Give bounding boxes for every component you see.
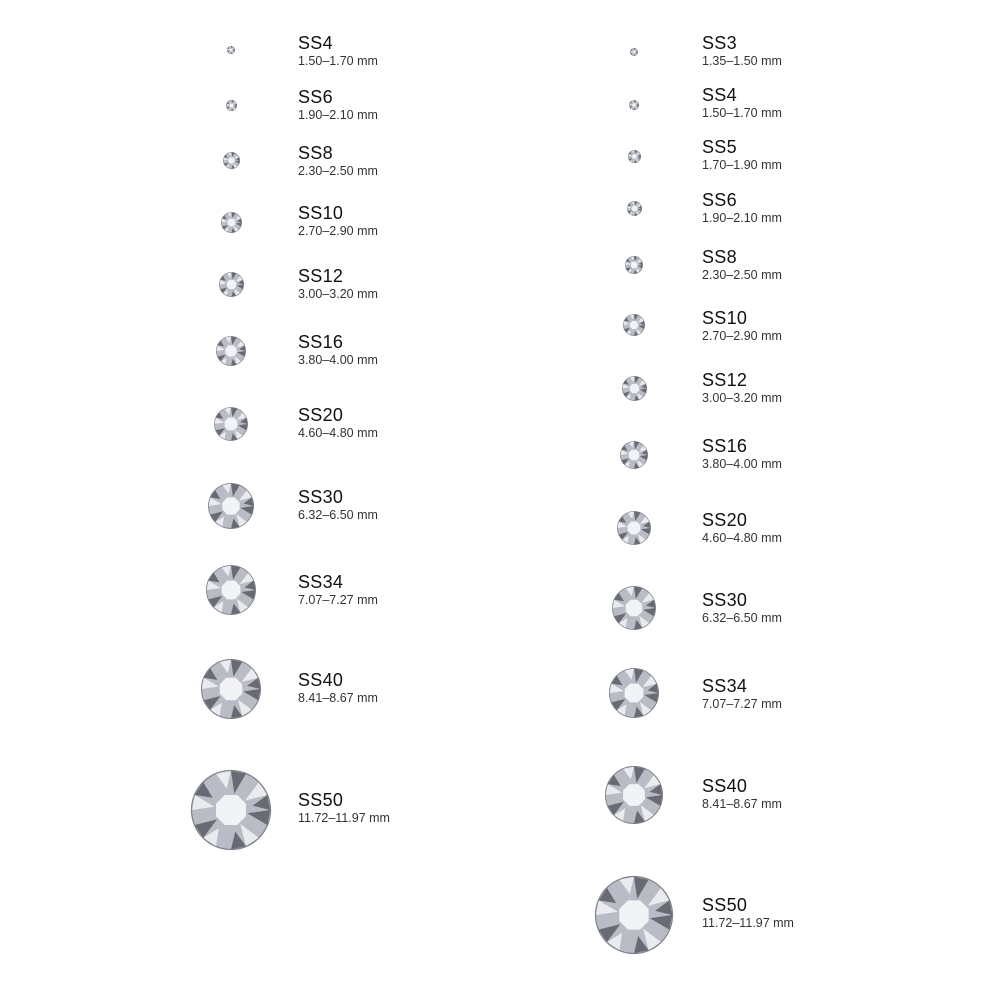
size-dimensions: 3.00–3.20 mm — [702, 391, 782, 405]
size-label — [702, 248, 782, 282]
size-name: SS12 — [702, 370, 748, 390]
size-name: SS8 — [702, 247, 737, 267]
rhinestone-icon — [628, 150, 641, 163]
size-dimensions: 2.70–2.90 mm — [298, 224, 378, 238]
size-name: SS30 — [298, 487, 344, 507]
rhinestone-icon — [605, 766, 663, 824]
size-name: SS4 — [702, 85, 737, 105]
rhinestone-icon — [623, 314, 645, 336]
size-dimensions: 7.07–7.27 mm — [702, 697, 782, 711]
size-name: SS16 — [298, 332, 344, 352]
size-label — [702, 86, 782, 120]
size-label — [702, 371, 782, 405]
size-name: SS16 — [702, 436, 748, 456]
rhinestone-icon — [612, 586, 656, 630]
size-name: SS30 — [702, 590, 748, 610]
size-dimensions: 3.80–4.00 mm — [702, 457, 782, 471]
size-name: SS50 — [298, 790, 344, 810]
size-name: SS6 — [298, 87, 333, 107]
size-name: SS20 — [702, 510, 748, 530]
size-label — [702, 138, 782, 172]
size-dimensions: 7.07–7.27 mm — [298, 593, 378, 607]
size-dimensions: 2.30–2.50 mm — [298, 164, 378, 178]
rhinestone-icon — [627, 201, 642, 216]
size-name: SS4 — [298, 33, 333, 53]
size-label — [702, 309, 782, 343]
size-dimensions: 1.35–1.50 mm — [702, 54, 782, 68]
size-dimensions: 11.72–11.97 mm — [298, 811, 390, 825]
size-name: SS20 — [298, 405, 344, 425]
rhinestone-icon — [620, 441, 648, 469]
size-name: SS50 — [702, 895, 748, 915]
size-label — [702, 191, 782, 225]
size-name: SS10 — [298, 203, 344, 223]
size-name: SS12 — [298, 266, 344, 286]
size-dimensions: 3.00–3.20 mm — [298, 287, 378, 301]
size-dimensions: 6.32–6.50 mm — [298, 508, 378, 522]
size-dimensions: 1.50–1.70 mm — [298, 54, 378, 68]
size-dimensions: 1.50–1.70 mm — [702, 106, 782, 120]
rhinestone-icon — [625, 256, 643, 274]
size-name: SS40 — [298, 670, 344, 690]
rhinestone-icon — [595, 876, 673, 954]
size-label — [702, 896, 794, 930]
rhinestone-icon — [629, 100, 639, 110]
size-label — [702, 591, 782, 625]
rhinestone-icon — [622, 376, 647, 401]
size-dimensions: 4.60–4.80 mm — [702, 531, 782, 545]
size-label — [702, 437, 782, 471]
size-dimensions: 6.32–6.50 mm — [702, 611, 782, 625]
size-dimensions: 8.41–8.67 mm — [702, 797, 782, 811]
size-dimensions: 2.70–2.90 mm — [702, 329, 782, 343]
size-label — [702, 777, 782, 811]
size-name: SS3 — [702, 33, 737, 53]
size-dimensions: 1.90–2.10 mm — [298, 108, 378, 122]
size-dimensions: 8.41–8.67 mm — [298, 691, 378, 705]
size-dimensions: 2.30–2.50 mm — [702, 268, 782, 282]
size-label — [702, 677, 782, 711]
size-name: SS10 — [702, 308, 748, 328]
rhinestone-icon — [617, 511, 651, 545]
size-name: SS8 — [298, 143, 333, 163]
size-label — [702, 34, 782, 68]
size-dimensions: 4.60–4.80 mm — [298, 426, 378, 440]
size-dimensions: 1.90–2.10 mm — [702, 211, 782, 225]
size-dimensions: 1.70–1.90 mm — [702, 158, 782, 172]
size-name: SS34 — [702, 676, 748, 696]
rhinestone-icon — [630, 48, 638, 56]
size-dimensions: 3.80–4.00 mm — [298, 353, 378, 367]
size-name: SS5 — [702, 137, 737, 157]
size-name: SS6 — [702, 190, 737, 210]
rhinestone-icon — [609, 668, 659, 718]
size-name: SS40 — [702, 776, 748, 796]
size-name: SS34 — [298, 572, 344, 592]
size-label — [702, 511, 782, 545]
size-dimensions: 11.72–11.97 mm — [702, 916, 794, 930]
